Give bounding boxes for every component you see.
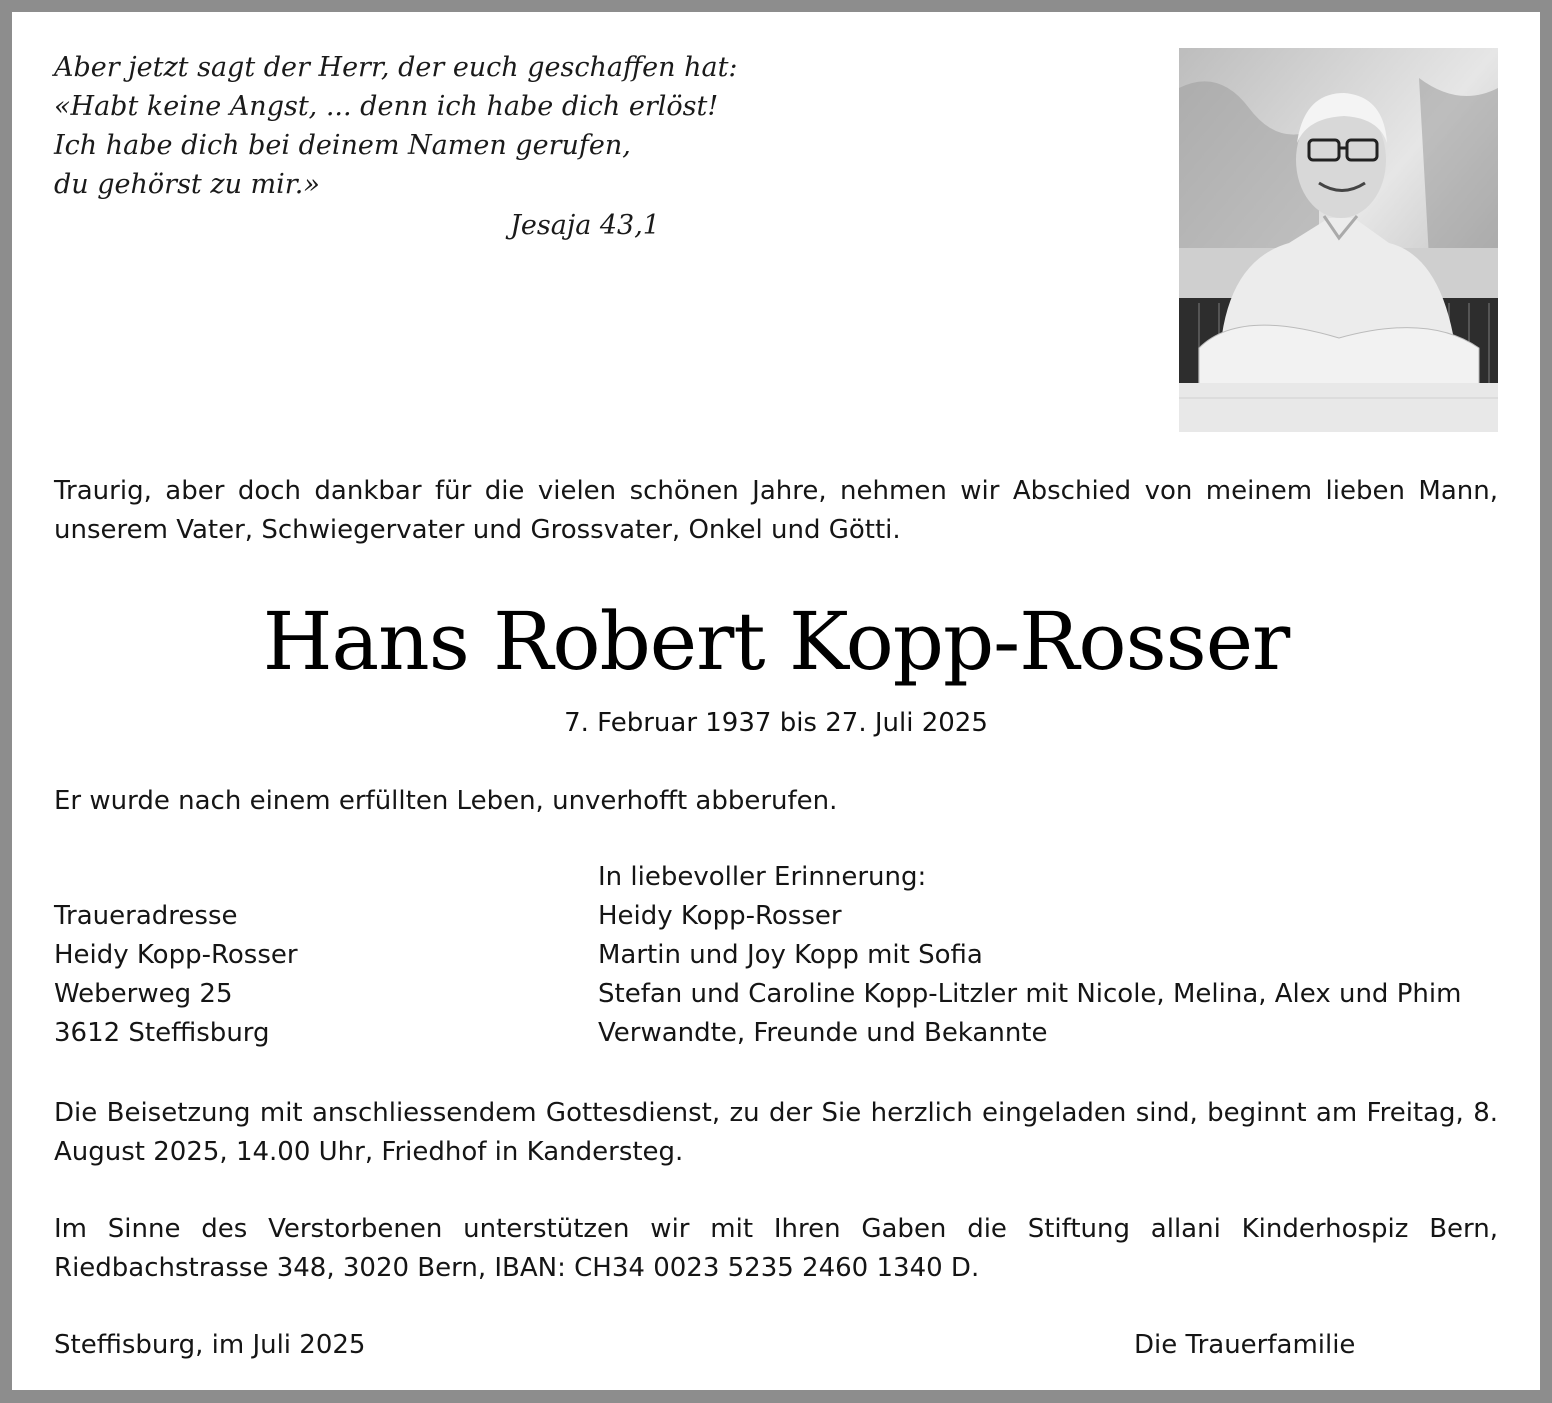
address-street: Weberweg 25 — [54, 979, 233, 1009]
address-name: Heidy Kopp-Rosser — [54, 940, 298, 970]
life-dates: 7. Februar 1937 bis 27. Juli 2025 — [564, 708, 988, 738]
intro-paragraph: Traurig, aber doch dankbar für die vielen schönen Jahre, nehmen wir Abschied von meinem lieben Mann, unserem Vater, Schwiegervater und Grossvater, Onkel und Götti. — [54, 476, 1498, 545]
verse-line: du gehörst zu mir.» — [54, 169, 320, 200]
verse-line: Aber jetzt sagt der Herr, der euch geschaffen hat: — [54, 52, 738, 83]
funeral-notice: Die Beisetzung mit anschliessendem Gottesdienst, zu der Sie herzlich eingeladen sind, beginnt am Freitag, 8. August 2025, 14.00 Uhr, Friedhof in Kandersteg. — [54, 1098, 1498, 1167]
mourner-name: Martin und Joy Kopp mit Sofia — [598, 940, 983, 970]
donation-notice: Im Sinne des Verstorbenen unterstützen wir mit Ihren Gaben die Stiftung allani Kinderhospiz Bern, Riedbachstrasse 348, 3020 Bern, IBAN: CH34 0023 5235 2460 1340 D. — [54, 1214, 1498, 1283]
mourning-address — [54, 897, 554, 1053]
portrait-photo — [1179, 48, 1498, 432]
mourners-heading: In liebevoller Erinnerung: — [598, 862, 927, 892]
called-away-text: Er wurde nach einem erfüllten Leben, unverhofft abberufen. — [54, 786, 838, 816]
mourner-name: Stefan und Caroline Kopp-Litzler mit Nicole, Melina, Alex und Phim — [598, 979, 1462, 1009]
bible-verse — [54, 48, 738, 245]
mourner-name: Verwandte, Freunde und Bekannte — [598, 1018, 1048, 1048]
place-date: Steffisburg, im Juli 2025 — [54, 1330, 366, 1360]
verse-reference: Jesaja 43,1 — [510, 210, 660, 241]
address-city: 3612 Steffisburg — [54, 1018, 270, 1048]
signature: Die Trauerfamilie — [1134, 1330, 1356, 1360]
deceased-name: Hans Robert Kopp-Rosser — [262, 595, 1290, 688]
mourner-name: Heidy Kopp-Rosser — [598, 901, 842, 931]
obituary-card — [12, 12, 1540, 1390]
verse-line: Ich habe dich bei deinem Namen gerufen, — [54, 130, 631, 161]
portrait-photo-icon — [1179, 48, 1498, 432]
mourners-list — [598, 858, 1518, 1053]
verse-line: «Habt keine Angst, ... denn ich habe dich erlöst! — [54, 91, 719, 122]
address-label: Traueradresse — [54, 901, 238, 931]
